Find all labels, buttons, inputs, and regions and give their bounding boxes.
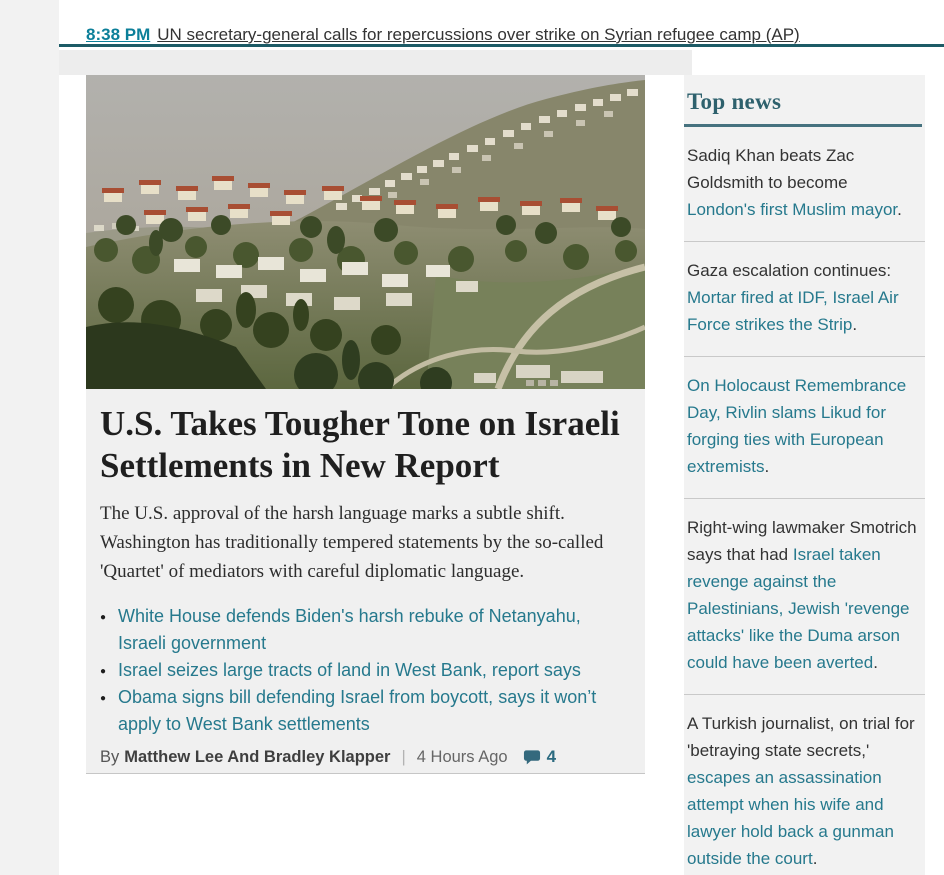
top-news-item-text: Sadiq Khan beats Zac Goldsmith to become	[687, 146, 855, 192]
article-byline	[100, 747, 631, 767]
ticker-headline-text: UN secretary-general calls for repercussions over strike on Syrian refugee camp (AP)	[157, 25, 800, 44]
top-news-item-link[interactable]: London's first Muslim mayor	[687, 200, 898, 219]
top-news-item-link[interactable]: Israel taken revenge against the Palestinians, Jewish 'revenge attacks' like the Duma arson could have been averted	[687, 545, 910, 672]
related-article-link[interactable]: Obama signs bill defending Israel from boycott, says it won’t apply to West Bank settlements	[118, 687, 597, 734]
ticker-shadow-band	[59, 50, 692, 75]
top-news-item	[684, 356, 925, 498]
related-list-item	[100, 657, 616, 684]
byline-authors: Matthew Lee And Bradley Klapper	[124, 747, 391, 766]
page-left-margin	[0, 0, 59, 875]
top-news-item-text: Right-wing lawmaker Smotrich says that had	[687, 518, 917, 564]
lead-article-card	[86, 75, 645, 774]
top-news-heading: Top news	[687, 89, 782, 114]
top-news-item-text: .	[812, 849, 818, 868]
related-list-item	[100, 684, 616, 738]
top-news-sidebar	[684, 75, 925, 875]
top-news-item	[684, 694, 925, 875]
top-news-list	[684, 127, 925, 875]
comments-link[interactable]	[523, 747, 556, 767]
top-news-item-link[interactable]: Mortar fired at IDF, Israel Air Force strikes the Strip	[687, 288, 899, 334]
top-news-item	[684, 498, 925, 694]
top-news-item-link[interactable]: On Holocaust Remembrance Day, Rivlin slams Likud for forging ties with European extremists	[687, 376, 907, 476]
top-news-item-text: A Turkish journalist, on trial for 'betraying state secrets,'	[687, 714, 915, 760]
ticker-timestamp: 8:38 PM	[86, 25, 151, 44]
ticker-headline-link[interactable]	[59, 0, 944, 43]
top-news-item	[684, 241, 925, 356]
top-news-item-link[interactable]: escapes an assassination attempt when his wife and lawyer hold back a gunman outside the court	[687, 768, 894, 868]
top-news-item-text: .	[764, 457, 770, 476]
top-news-item-text: .	[873, 653, 878, 672]
related-article-link[interactable]: White House defends Biden's harsh rebuke of Netanyahu, Israeli government	[118, 606, 581, 653]
related-links-list	[100, 603, 616, 738]
article-photo-settlement-hillside[interactable]	[86, 75, 645, 389]
article-time-ago: 4 Hours Ago	[416, 747, 508, 766]
related-list-item	[100, 603, 616, 657]
top-news-item-text: .	[897, 200, 902, 219]
article-headline[interactable]: U.S. Takes Tougher Tone on Israeli Settlements in New Report	[100, 404, 620, 485]
comments-count: 4	[546, 747, 557, 766]
byline-separator: |	[401, 747, 406, 766]
article-body	[86, 389, 645, 773]
article-deck: The U.S. approval of the harsh language marks a subtle shift. Washington has traditionally tempered statements by the so-called 'Quartet' of mediators with careful diplomatic language.	[100, 503, 604, 582]
comment-bubble-icon	[523, 749, 541, 765]
byline-prefix: By	[100, 747, 120, 766]
top-news-item-text: .	[852, 315, 858, 334]
top-news-item	[684, 127, 925, 241]
breaking-news-ticker	[59, 0, 944, 47]
related-article-link[interactable]: Israel seizes large tracts of land in West Bank, report says	[118, 660, 581, 680]
top-news-item-text: Gaza escalation continues:	[687, 261, 892, 280]
